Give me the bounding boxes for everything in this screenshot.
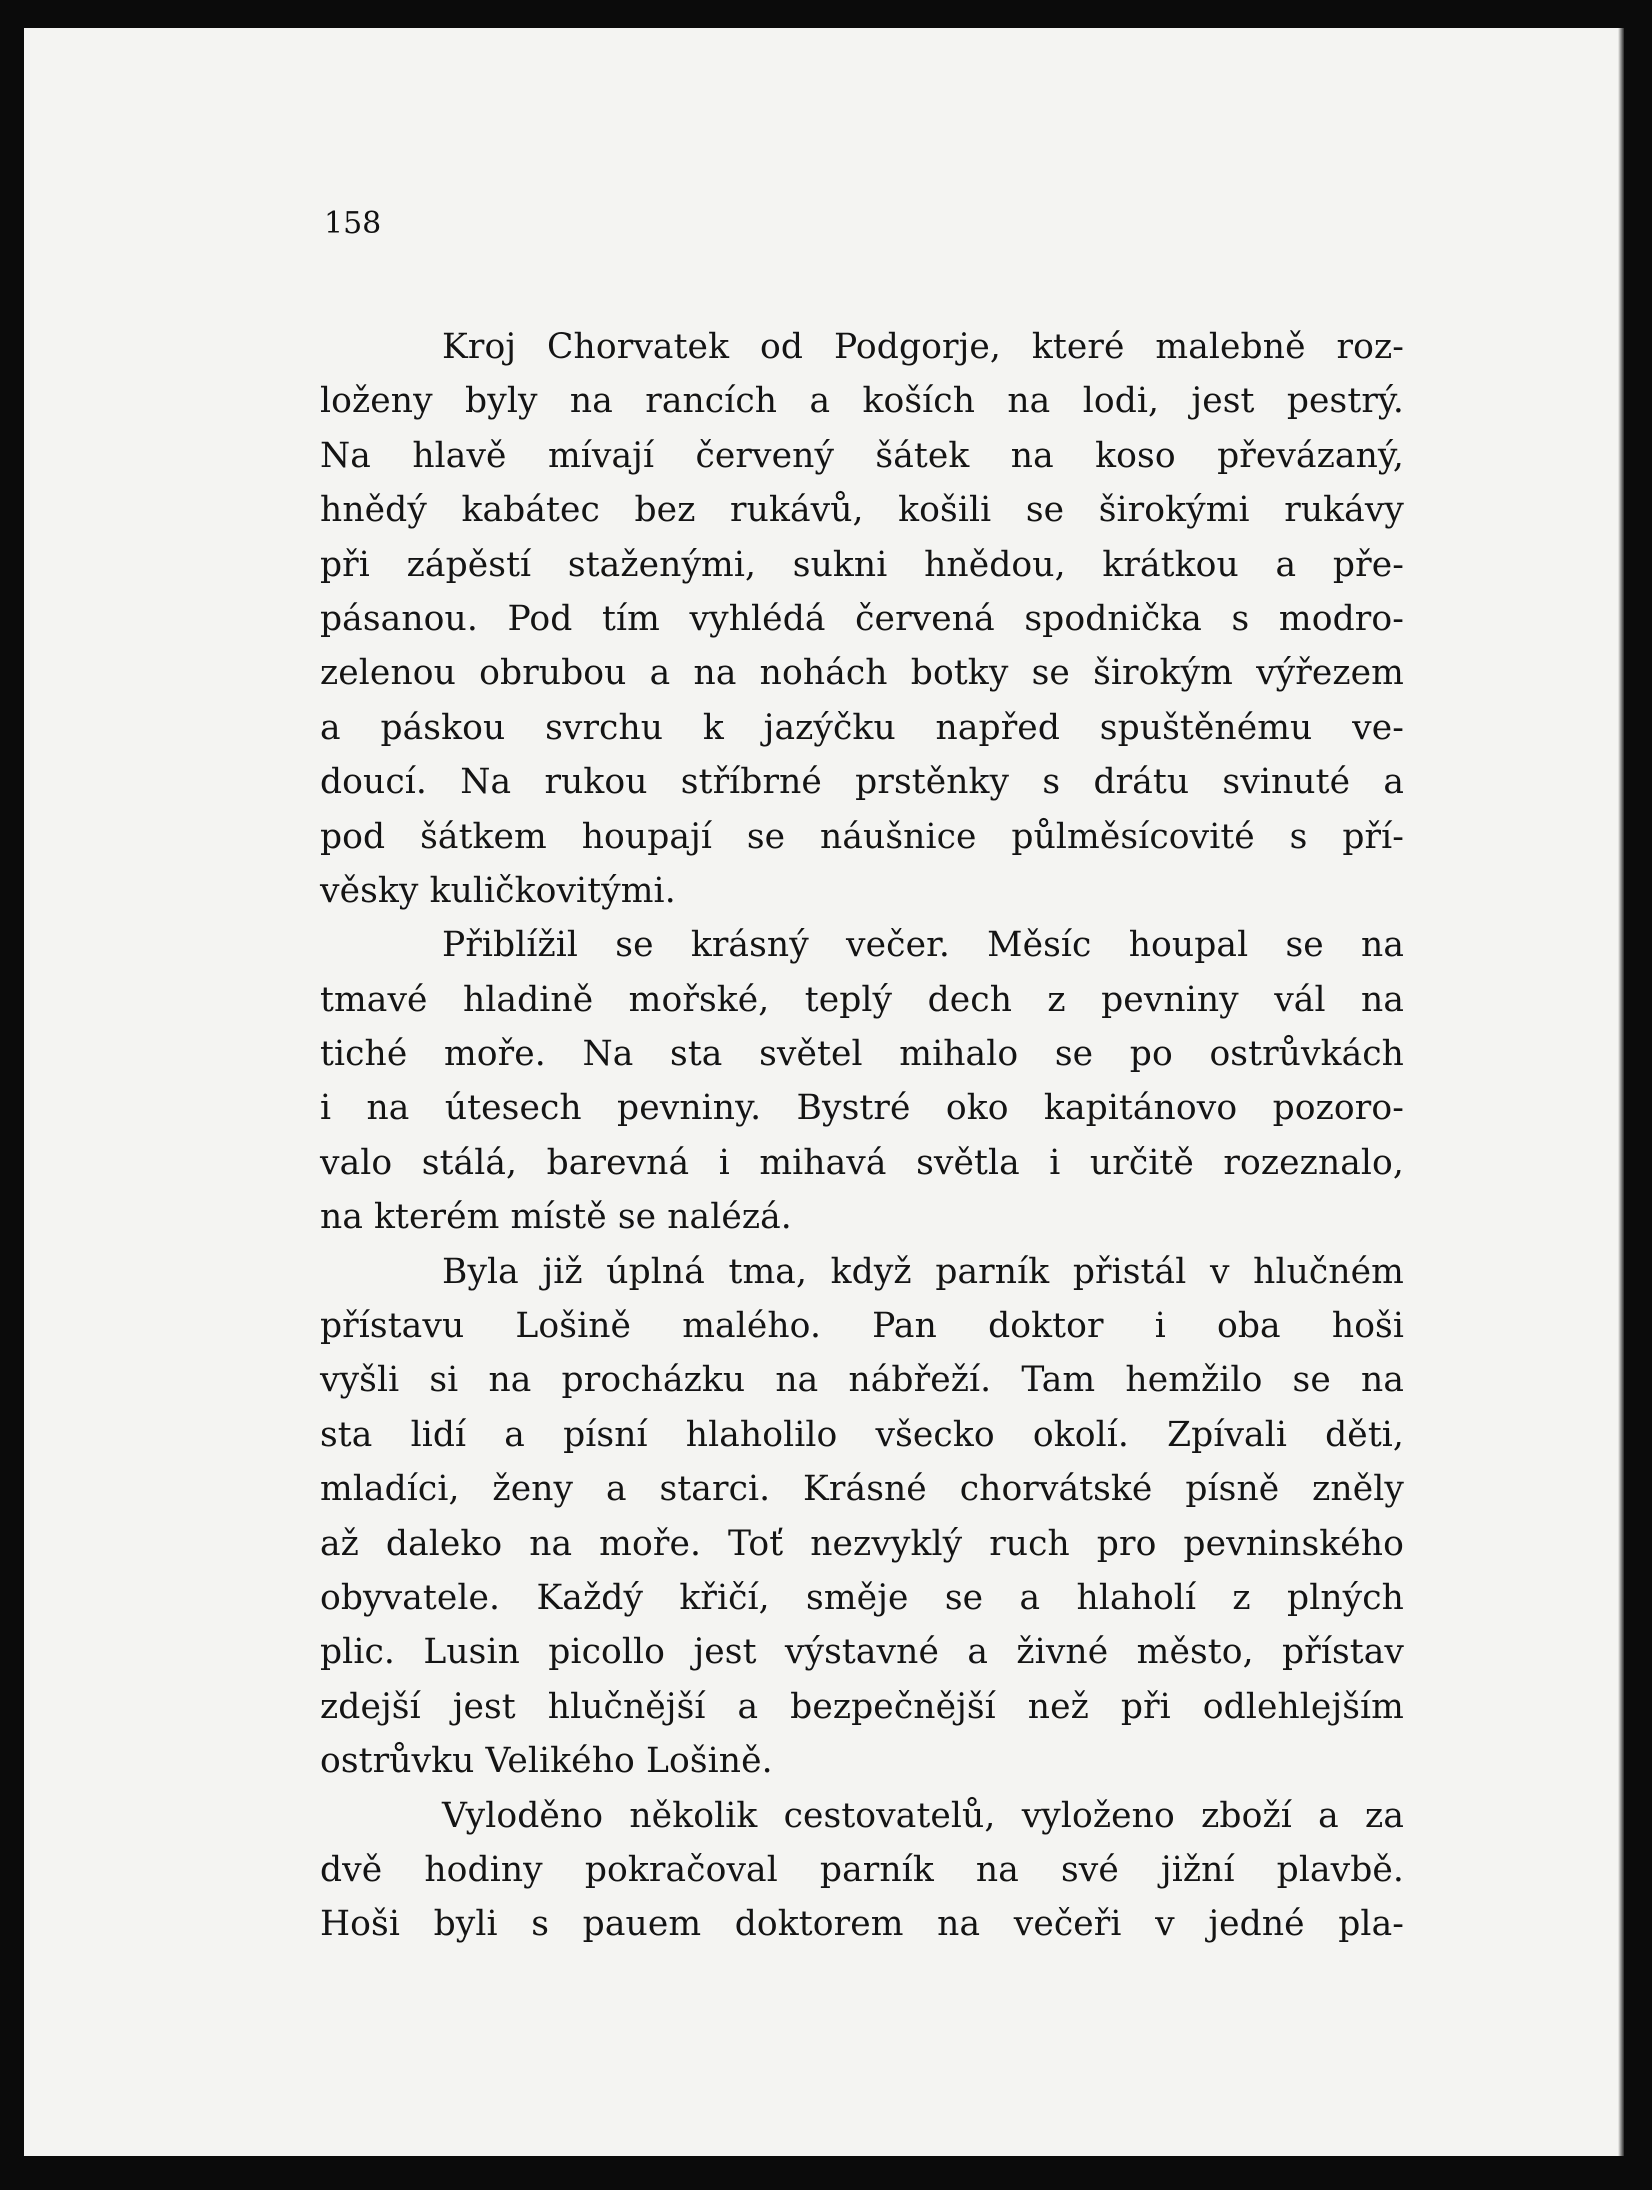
- book-page: [24, 28, 1624, 2156]
- text-line: Přiblížil se krásný večer. Měsíc houpal se na: [442, 925, 1404, 966]
- text-line: tiché moře. Na sta světel mihalo se po ostrůvkách: [320, 1034, 1404, 1075]
- text-line: pod šátkem houpají se náušnice půlměsícovité s pří-: [320, 816, 1404, 857]
- text-line: věsky kuličkovitými.: [320, 870, 676, 911]
- text-line: obyvatele. Každý křičí, směje se a hlaholí z plných: [320, 1577, 1404, 1618]
- text-line: Hoši byli s pauem doktorem na večeři v jedné pla-: [320, 1904, 1404, 1945]
- text-line: vyšli si na procházku na nábřeží. Tam hemžilo se na: [320, 1360, 1404, 1401]
- text-line: tmavé hladině mořské, teplý dech z pevniny vál na: [320, 979, 1404, 1020]
- text-line: ostrůvku Velikého Lošině.: [320, 1741, 773, 1782]
- text-line: zdejší jest hlučnější a bezpečnější než při odlehlejším: [320, 1686, 1404, 1727]
- text-line: dvě hodiny pokračoval parník na své jižní plavbě.: [320, 1849, 1404, 1890]
- text-line: i na útesech pevniny. Bystré oko kapitánovo pozoro-: [320, 1088, 1404, 1129]
- text-line: Na hlavě mívají červený šátek na koso převázaný,: [320, 435, 1404, 476]
- text-line: Byla již úplná tma, když parník přistál v hlučném: [442, 1251, 1404, 1292]
- text-line: valo stálá, barevná i mihavá světla i určitě rozeznalo,: [320, 1142, 1404, 1183]
- text-line: Kroj Chorvatek od Podgorje, které malebně roz-: [442, 327, 1404, 367]
- text-line: přístavu Lošině malého. Pan doktor i oba hoši: [320, 1306, 1404, 1347]
- text-line: pásanou. Pod tím vyhlédá červená spodnička s modro-: [320, 598, 1404, 639]
- text-line: až daleko na moře. Toť nezvyklý ruch pro pevninského: [320, 1523, 1404, 1564]
- text-line: mladíci, ženy a starci. Krásné chorvátské písně zněly: [320, 1469, 1404, 1510]
- page-number: 158: [324, 206, 382, 241]
- text-line: plic. Lusin picollo jest výstavné a živné město, přístav: [320, 1632, 1404, 1673]
- text-line: Vyloděno několik cestovatelů, vyloženo zboží a za: [442, 1795, 1404, 1836]
- text-line: hnědý kabátec bez rukávů, košili se širokými rukávy: [320, 490, 1404, 531]
- text-line: na kterém místě se nalézá.: [320, 1197, 792, 1238]
- page-edge-shadow: [1618, 28, 1624, 2156]
- body-text: [320, 320, 1404, 1952]
- text-line: a páskou svrchu k jazýčku napřed spuštěnému ve-: [320, 707, 1404, 748]
- text-line: při zápěstí staženými, sukni hnědou, krátkou a pře-: [320, 544, 1404, 585]
- text-line: doucí. Na rukou stříbrné prstěnky s drátu svinuté a: [320, 762, 1404, 803]
- text-line: loženy byly na rancích a koších na lodi, jest pestrý.: [320, 381, 1404, 422]
- text-line: zelenou obrubou a na nohách botky se širokým výřezem: [320, 653, 1404, 694]
- text-line: sta lidí a písní hlaholilo všecko okolí. Zpívali děti,: [320, 1414, 1404, 1455]
